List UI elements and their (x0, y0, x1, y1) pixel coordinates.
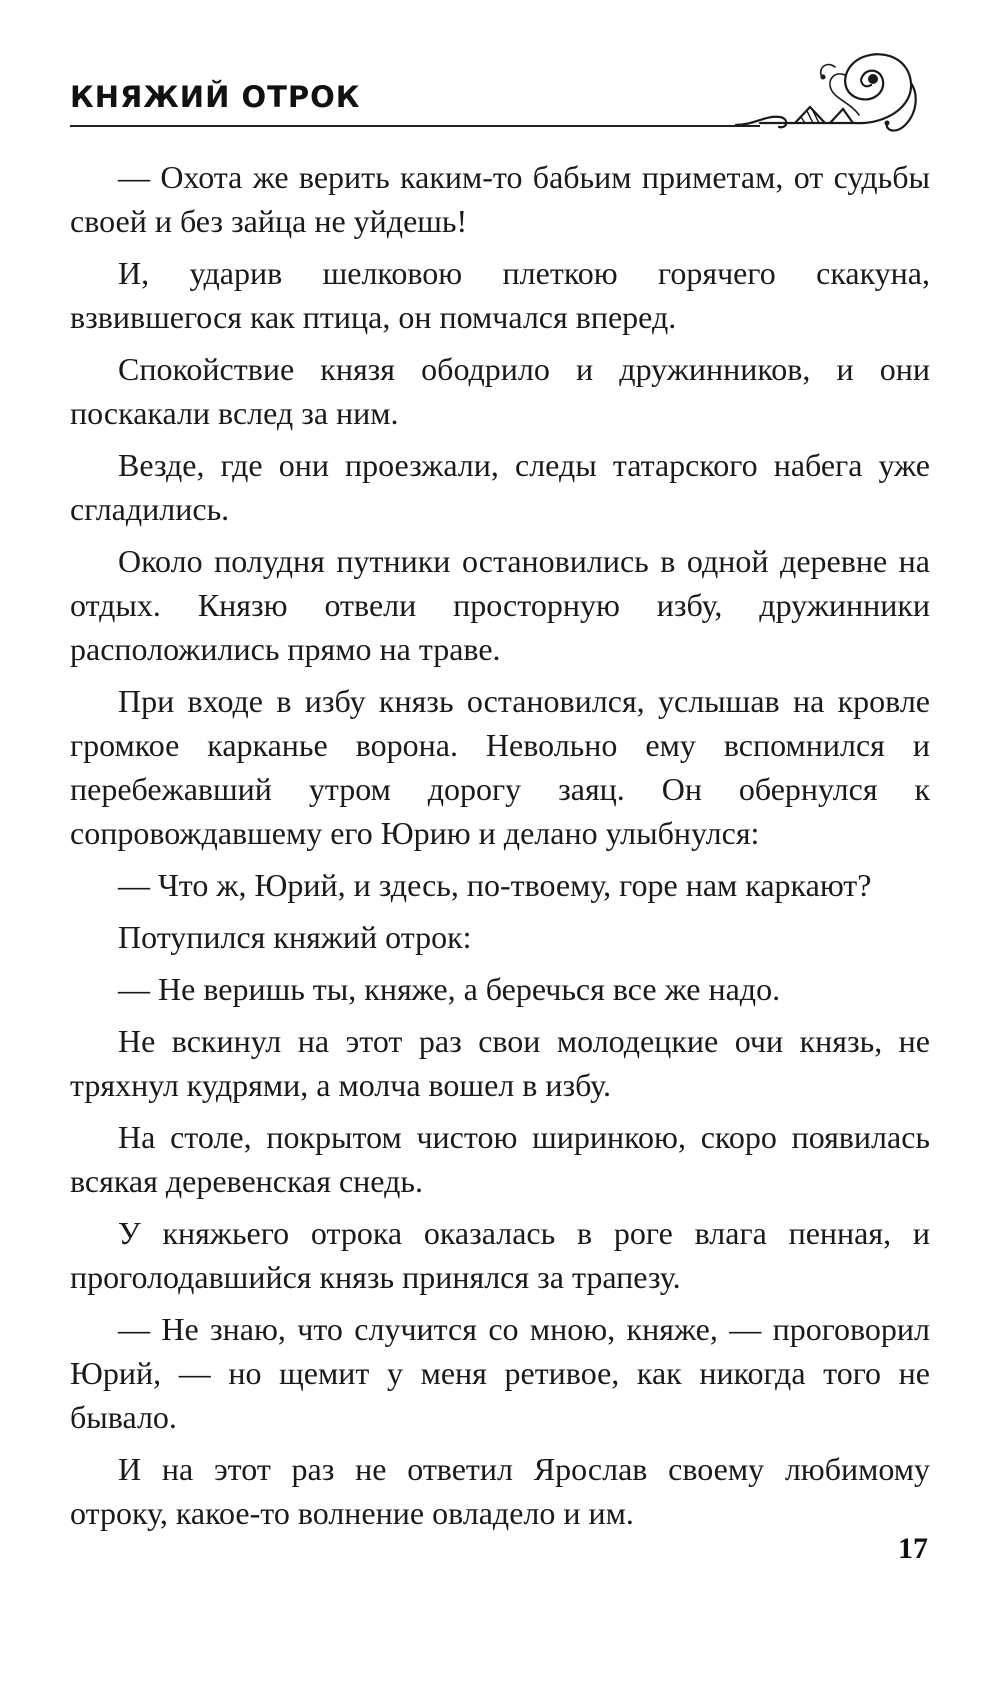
scroll-ornament-icon (735, 45, 925, 140)
paragraph: У княжьего отрока оказалась в роге влага пенная, и проголодавшийся князь принялся за трапезу. (70, 1215, 930, 1295)
paragraph: На столе, покрытом чистою ширинкою, скоро появилась всякая деревенская снедь. (70, 1119, 930, 1199)
page-number: 17 (898, 1532, 928, 1565)
paragraph: И, ударив шелковою плеткою горячего скакуна, взвившегося как птица, он помчался вперед. (70, 255, 930, 335)
paragraph: При входе в избу князь остановился, услышав на кровле громкое карканье ворона. Невольно ему вспомнился и перебежавший утром дорогу заяц. Он обернулся к сопровождавшему его Юрию и делано улыбнулся: (70, 683, 930, 851)
body-text (70, 155, 930, 1543)
paragraph: Около полудня путники остановились в одной деревне на отдых. Князю отвели просторную избу, дружинники расположились прямо на траве. (70, 543, 930, 667)
paragraph: — Охота же верить каким-то бабьим приметам, от судьбы своей и без зайца не уйдешь! (70, 159, 930, 239)
header-rule (70, 125, 760, 127)
running-head-title: КНЯЖИЙ ОТРОК (70, 80, 361, 114)
paragraph: — Не знаю, что случится со мною, княже, — проговорил Юрий, — но щемит у меня ретивое, как никогда того не бывало. (70, 1311, 930, 1435)
paragraph: Не вскинул на этот раз свои молодецкие очи князь, не тряхнул кудрями, а молча вошел в избу. (70, 1023, 930, 1103)
paragraph: — Не веришь ты, княже, а беречься все же надо. (118, 971, 781, 1007)
paragraph: — Что ж, Юрий, и здесь, по-твоему, горе нам каркают? (118, 867, 872, 903)
paragraph: И на этот раз не ответил Ярослав своему любимому отроку, какое-то волнение овладело и им. (70, 1451, 930, 1531)
paragraph: Спокойствие князя ободрило и дружинников, и они поскакали вслед за ним. (70, 351, 930, 431)
paragraph: Везде, где они проезжали, следы татарского набега уже сгладились. (70, 447, 930, 527)
paragraph: Потупился княжий отрок: (118, 919, 472, 955)
